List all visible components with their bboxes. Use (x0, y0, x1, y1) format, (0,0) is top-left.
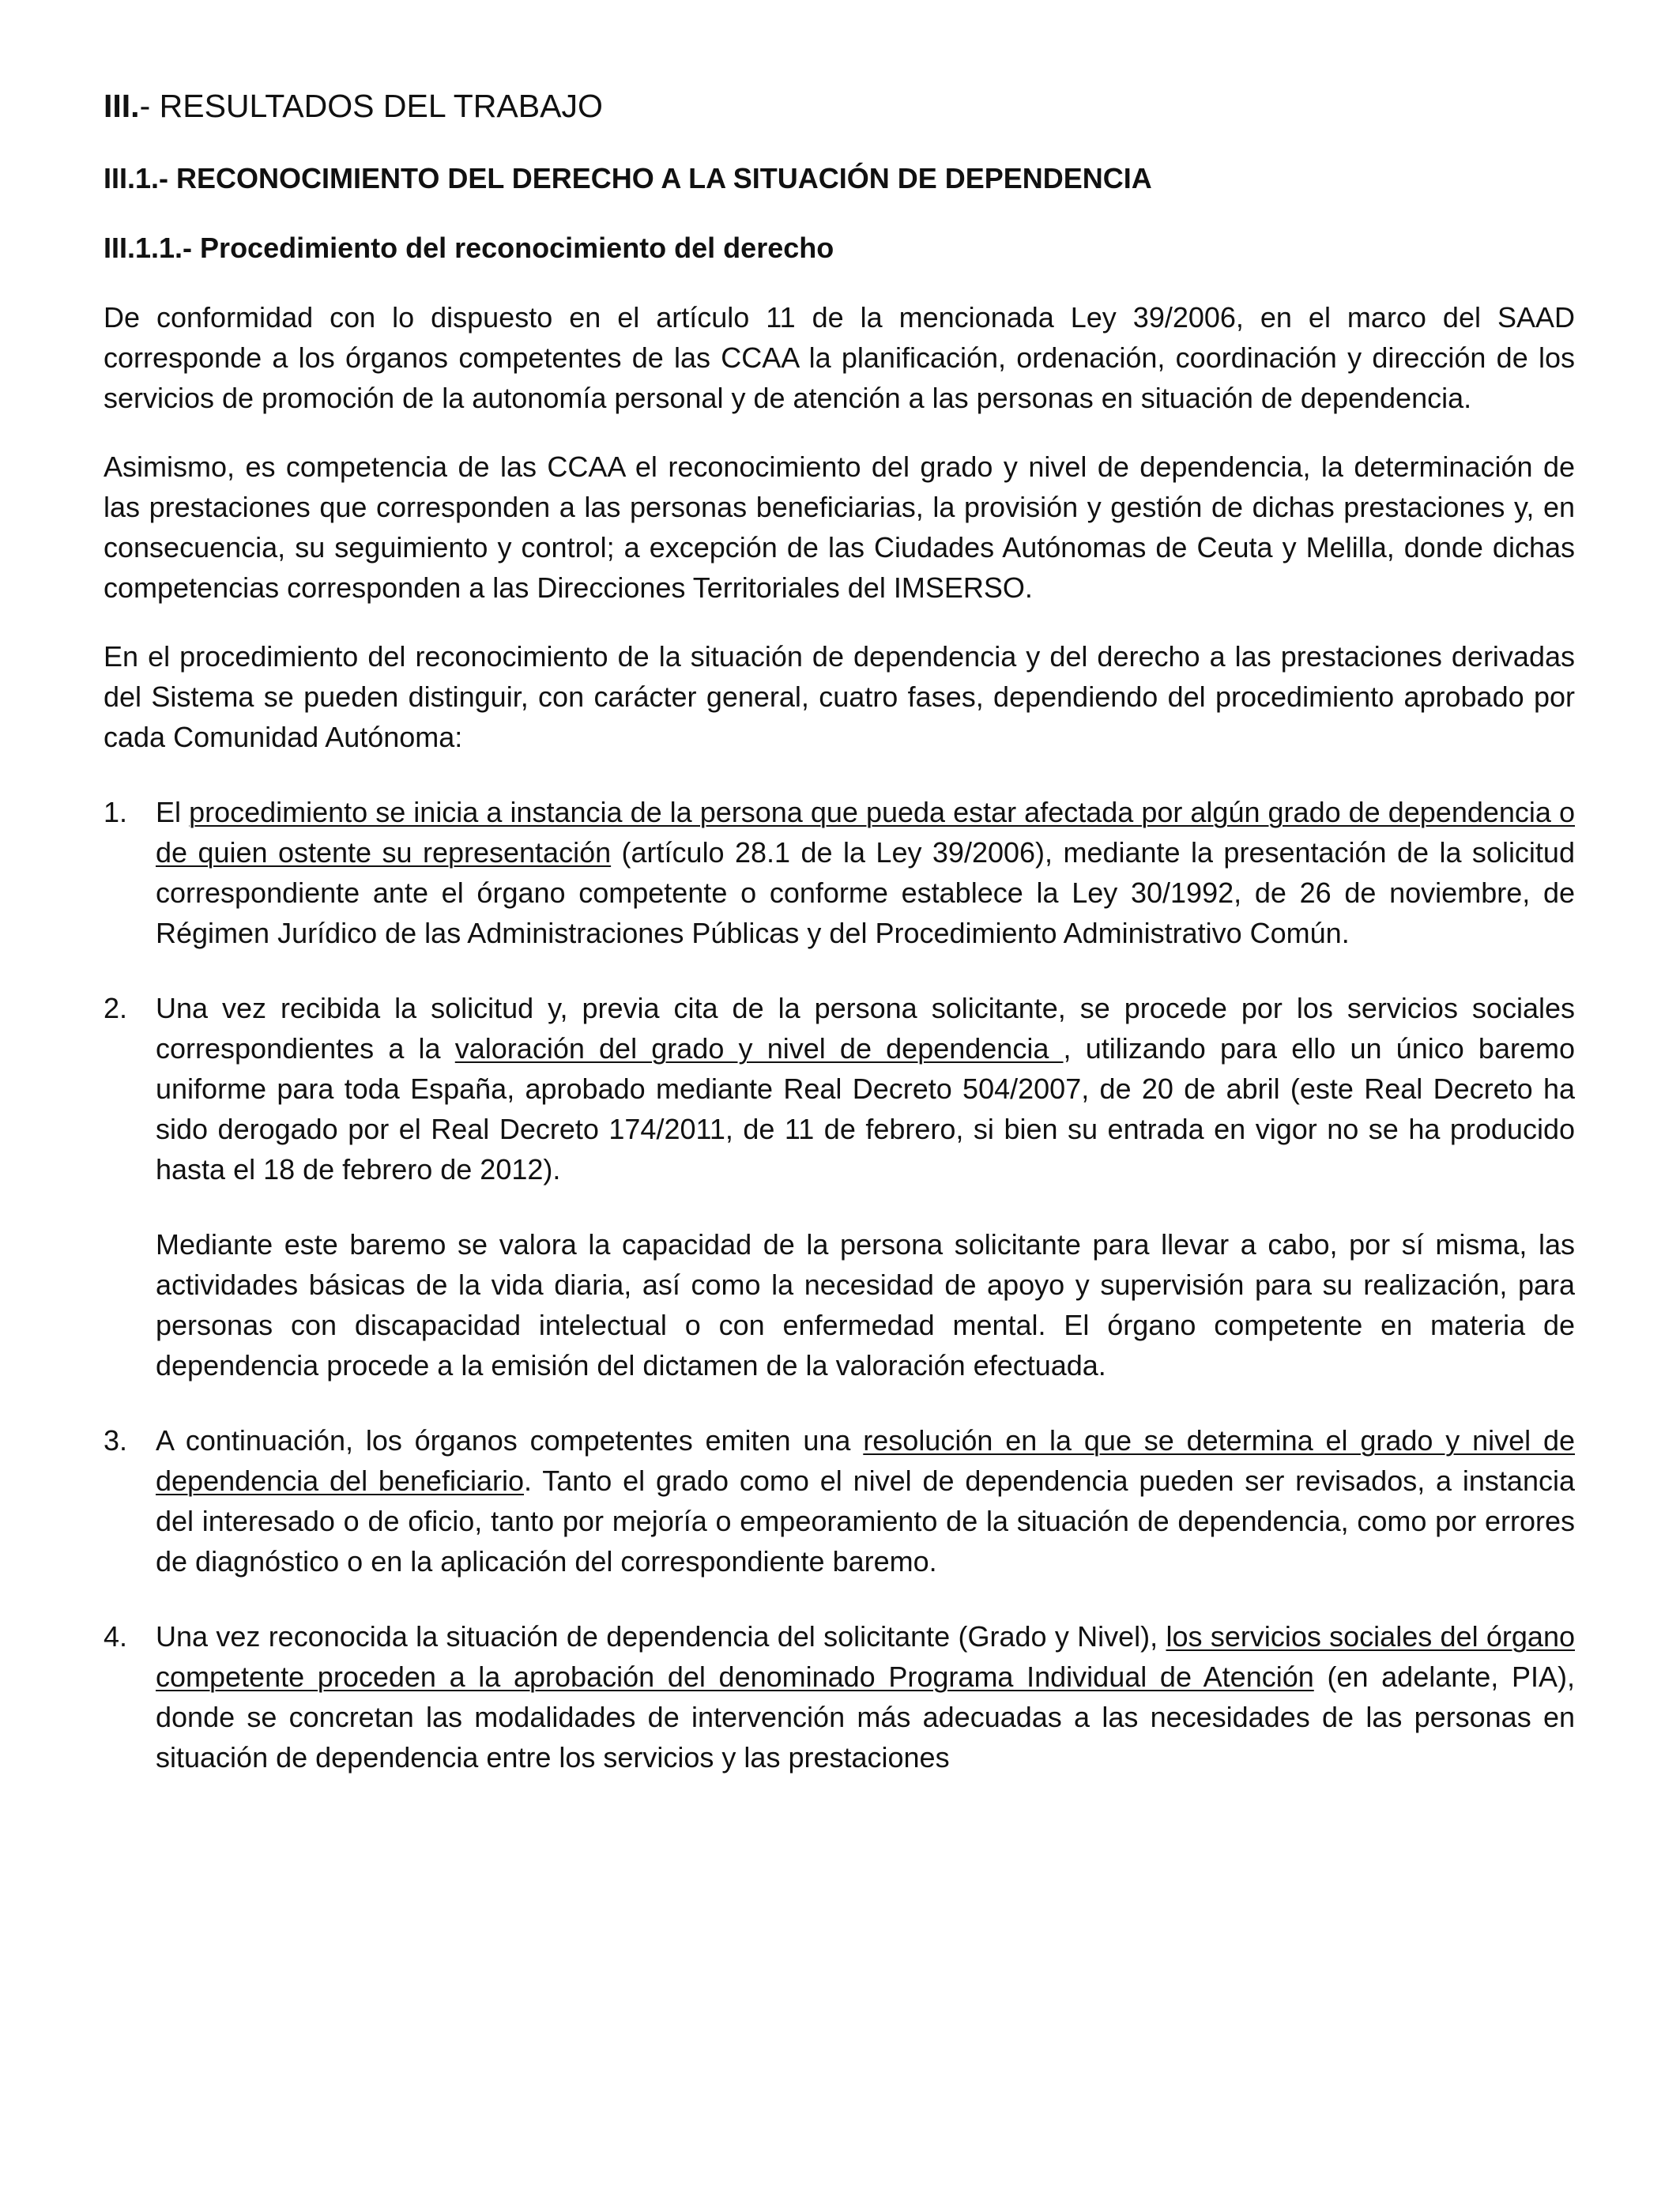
list-marker: 3. (104, 1424, 128, 1457)
list-item-text: (artículo 28.1 de la Ley 39/2006), mediante la presentación de la solicitud correspondiente ante el órgano competente o conforme establece la Ley 30/1992, de 26 de noviembre, de Régimen Jurídico de las Administraciones Públicas y del Procedimiento Administrativo Común. (156, 836, 1575, 949)
list-item (104, 1616, 1575, 1777)
list-item-text: El (156, 796, 190, 828)
list-item-text: . Tanto el grado como el nivel de dependencia pueden ser revisados, a instancia del interesado o de oficio, tanto por mejoría o empeoramiento de la situación de dependencia, como por errores de diagnóstico o en la aplicación del correspondiente baremo. (156, 1465, 1575, 1578)
list-item (104, 1420, 1575, 1581)
list-item-underlined: procedimiento se inicia a instancia de la persona que pueda estar afectada por algún grado de dependencia o de quien ostente su representación (156, 796, 1575, 869)
list-item-text: (en adelante, PIA), donde se concretan las modalidades de intervención más adecuadas a las necesidades de las personas en situación de dependencia entre los servicios y las prestaciones (156, 1661, 1575, 1774)
list-marker: 2. (104, 992, 128, 1024)
list-item-text: Una vez recibida la solicitud y, previa cita de la persona solicitante, se procede por los servicios sociales correspondientes a la (156, 992, 1575, 1065)
list-item-text: A continuación, los órganos competentes emiten una (156, 1424, 864, 1457)
paragraph-2: Asimismo, es competencia de las CCAA el reconocimiento del grado y nivel de dependencia, la determinación de las prestaciones que corresponden a las personas beneficiarias, la provisión y gestión de dichas prestaciones y, en consecuencia, su seguimiento y control; a excepción de las Ciudades Autónomas de Ceuta y Melilla, donde dichas competencias corresponden a las Direcciones Territoriales del IMSERSO. (104, 450, 1575, 604)
list-item-subparagraph: Mediante este baremo se valora la capacidad de la persona solicitante para llevar a cabo, por sí misma, las actividades básicas de la vida diaria, así como la necesidad de apoyo y supervisión para su realización, para personas con discapacidad intelectual o con enfermedad mental. El órgano competente en materia de dependencia procede a la emisión del dictamen de la valoración efectuada. (156, 1228, 1575, 1382)
list-item (104, 792, 1575, 953)
list-marker: 1. (104, 796, 128, 828)
list-item-underlined: resolución en la que se determina el grado y nivel de dependencia del beneficiario (156, 1424, 1575, 1497)
list-item-text: Una vez reconocida la situación de dependencia del solicitante (Grado y Nivel), (156, 1620, 1166, 1653)
paragraph-3: En el procedimiento del reconocimiento de la situación de dependencia y del derecho a las prestaciones derivadas del Sistema se pueden distinguir, con carácter general, cuatro fases, dependiendo del procedimiento aprobado por cada Comunidad Autónoma: (104, 640, 1575, 753)
phases-list (104, 792, 1575, 1777)
list-marker: 4. (104, 1620, 128, 1653)
section-number: III. (104, 88, 140, 124)
subsubsection-heading: III.1.1.- Procedimiento del reconocimiento del derecho (104, 232, 834, 264)
section-title: - RESULTADOS DEL TRABAJO (139, 88, 603, 124)
paragraph-1: De conformidad con lo dispuesto en el artículo 11 de la mencionada Ley 39/2006, en el marco del SAAD corresponde a los órganos competentes de las CCAA la planificación, ordenación, coordinación y dirección de los servicios de promoción de la autonomía personal y de atención a las personas en situación de dependencia. (104, 301, 1575, 414)
document-page (104, 85, 1575, 2140)
list-item-underlined: los servicios sociales del órgano competente proceden a la aprobación del denominado Programa Individual de Atención (156, 1620, 1575, 1693)
subsection-heading: III.1.- RECONOCIMIENTO DEL DERECHO A LA SITUACIÓN DE DEPENDENCIA (104, 162, 1152, 194)
section-heading (104, 85, 1575, 126)
list-item (104, 988, 1575, 1385)
list-item-underlined: valoración del grado y nivel de dependencia (454, 1032, 1064, 1065)
list-item-text: , utilizando para ello un único baremo uniforme para toda España, aprobado mediante Real Decreto 504/2007, de 20 de abril (este Real Decreto ha sido derogado por el Real Decreto 174/2011, de 11 de febrero, si bien su entrada en vigor no se ha producido hasta el 18 de febrero de 2012). (156, 1032, 1575, 1186)
